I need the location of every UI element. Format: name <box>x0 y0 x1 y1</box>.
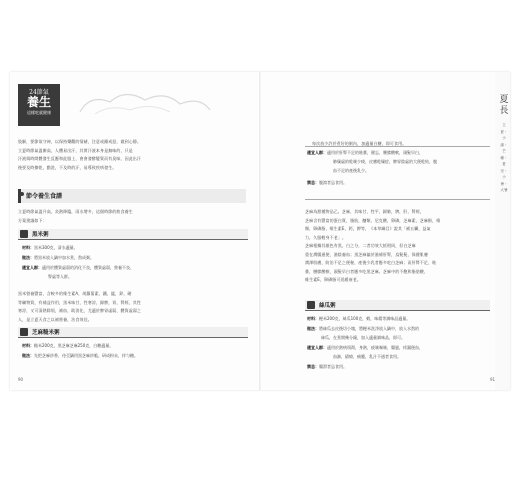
section-intro: 立夏時節氣溫升高，炎熱降臨，雨水增多，這個時節的飲食養生 方案建議如下： <box>18 209 133 223</box>
solar-terms-list: 立夏・小滿・芒種・夏至・小暑・大暑 <box>500 123 508 192</box>
season-side-tab <box>495 72 510 390</box>
recipe-material-row: 材料：糙米200克，黑芝麻芝麻250克，白糖適量。 <box>22 343 114 348</box>
recipe-header-bar <box>18 229 248 240</box>
recipe-method-row-cont: 絲瓜，在煮開幾分鐘，加入適量調味品，即可。 <box>321 335 405 340</box>
recipe-bowl-icon <box>307 301 315 309</box>
sesame-paragraph: 芝麻為甜種物品乙。芝麻，其味甘，性平，歸肺，脾，肝，腎經， 芝麻含有豐富的蛋白質，脂肪，醣類，尼克酸，卵磷，芝麻素，芝麻酚，維 類，卵磷脂，維生素E，鈣，鉀等，《本草綱目》說其「補五臟，益氣 力，久服輕身不老」。 芝麻根據其顏色有黑，白之分，二者功效大抵相同，但白芝麻 重在潤腸通便，滋陰養血；黑芝麻偏於滋補肝腎，烏髮髮，保健肌膚 潤澤肌膚，防治不足之便秘，產後少乳者應多吃白芝麻；而肝腎不足，眩 暈，腰膝酸軟，頭髮早白者應多吃黑芝麻。芝麻中的不飽和脂肪酸， 維生素E，卵磷脂可延緩衰老。 <box>305 209 441 282</box>
recipe-suitable-row: 適宜人群：適用於體質虛弱的消化不良，體質虛弱，營養不良、 <box>22 265 134 270</box>
suitable-row: 適宜人群：適用於肝腎不足的眩暈，健忘，腰膝酸軟，頭髮早白， <box>307 150 423 155</box>
recipe-bowl-icon <box>20 328 28 336</box>
recipe-title-loofah: 絲瓜粥 <box>319 303 336 309</box>
black-rice-paragraph: 黑米營養豐富，含較多的維生素A，胡蘿蔔素，鐵，錳，鋅，硒 等礦物質，有補益作用，黑米味甘，性寒涼，歸脾，胃，腎經，其性 寒涼，又可清熱除煩，補血，助消化，尤適於脾胃虛弱，體質虛弱之 人，是立夏天食之以補營養，治食效佳。 <box>18 291 141 322</box>
recipe-title-sesame-rice: 芝麻糙米粥 <box>32 330 60 336</box>
page-number-left: 90 <box>18 377 24 382</box>
recipe-suitable-row-cont: 腎虛等人群。 <box>48 274 72 279</box>
recipe-method-row: 做法：將黑米放入鍋中加水煮，熬成粥。 <box>22 255 94 260</box>
recipe-bowl-icon <box>20 230 28 238</box>
suitable-row-cont: 血不足的產後乳少。 <box>333 168 369 173</box>
book-gutter <box>259 72 261 390</box>
suitable-row-cont: 肺燥虛的乾咳少痰，皮膚乾燥症，脾胃陰虛的大便乾結，腹 <box>333 159 437 164</box>
recipe-suitable-row-cont: 血淋，瘡瘍，痛腫，乳汁不通者食用。 <box>333 354 401 359</box>
recipe-method-row: 做法：將絲瓜去皮後切小塊，將粳米洗淨放入鍋中，放入水熬的 <box>307 326 419 331</box>
recipe-method-row: 做法：先把芝麻炒香，待至鍋用黑芝麻炒脆。研成粉末，拌勻糖。 <box>22 353 138 358</box>
logo-top-text: 24節氣 <box>29 89 49 96</box>
recipe-taboo-row: 禁忌：腸滑者忌食用。 <box>307 364 347 369</box>
intro-paragraph: 肢解，要節欲守神，以保持樂觀的情緒，注意戒躁戒怒，做到心靜。 立夏時節氣溫漸高，人體易出汗，其實汗液本身是無味的，只是 汗液與時間體發生反應和此服上，會會發酵變質而有臭味，因此出汗 後要及時擦乾，勤洗，不及時的汗，易導致疾病發生。 <box>18 139 141 170</box>
recipe-material-row: 材料：粳米200克，絲瓜100克，蝦，味精等調味品適量。 <box>307 316 411 321</box>
section-title: 節令養生食譜 <box>26 193 63 200</box>
recipe-material-row: 材料：黑米300克，清水適量。 <box>22 245 78 250</box>
logo-main-text: 養生 <box>26 95 51 109</box>
section-bullet-icon <box>20 192 24 196</box>
logo-sub-text: 這樣吃就健康 <box>27 110 51 115</box>
recipe-suitable-row: 適宜人群：適用於熱病煩渴，身熱，疲咳喘咳，腸風，痔漏便血， <box>307 345 423 350</box>
season-title: 夏長 <box>499 95 509 116</box>
taboo-row: 禁忌：腹瀉者忌食用。 <box>307 180 347 185</box>
book-logo <box>18 84 60 126</box>
cloud-decoration <box>70 84 220 120</box>
continued-method: 每次放少許於煮好的粥內，加適量白糖，即可食用。 <box>312 141 407 146</box>
page-number-right: 91 <box>490 377 496 382</box>
recipe-title-black-rice: 黑米粥 <box>32 232 49 238</box>
